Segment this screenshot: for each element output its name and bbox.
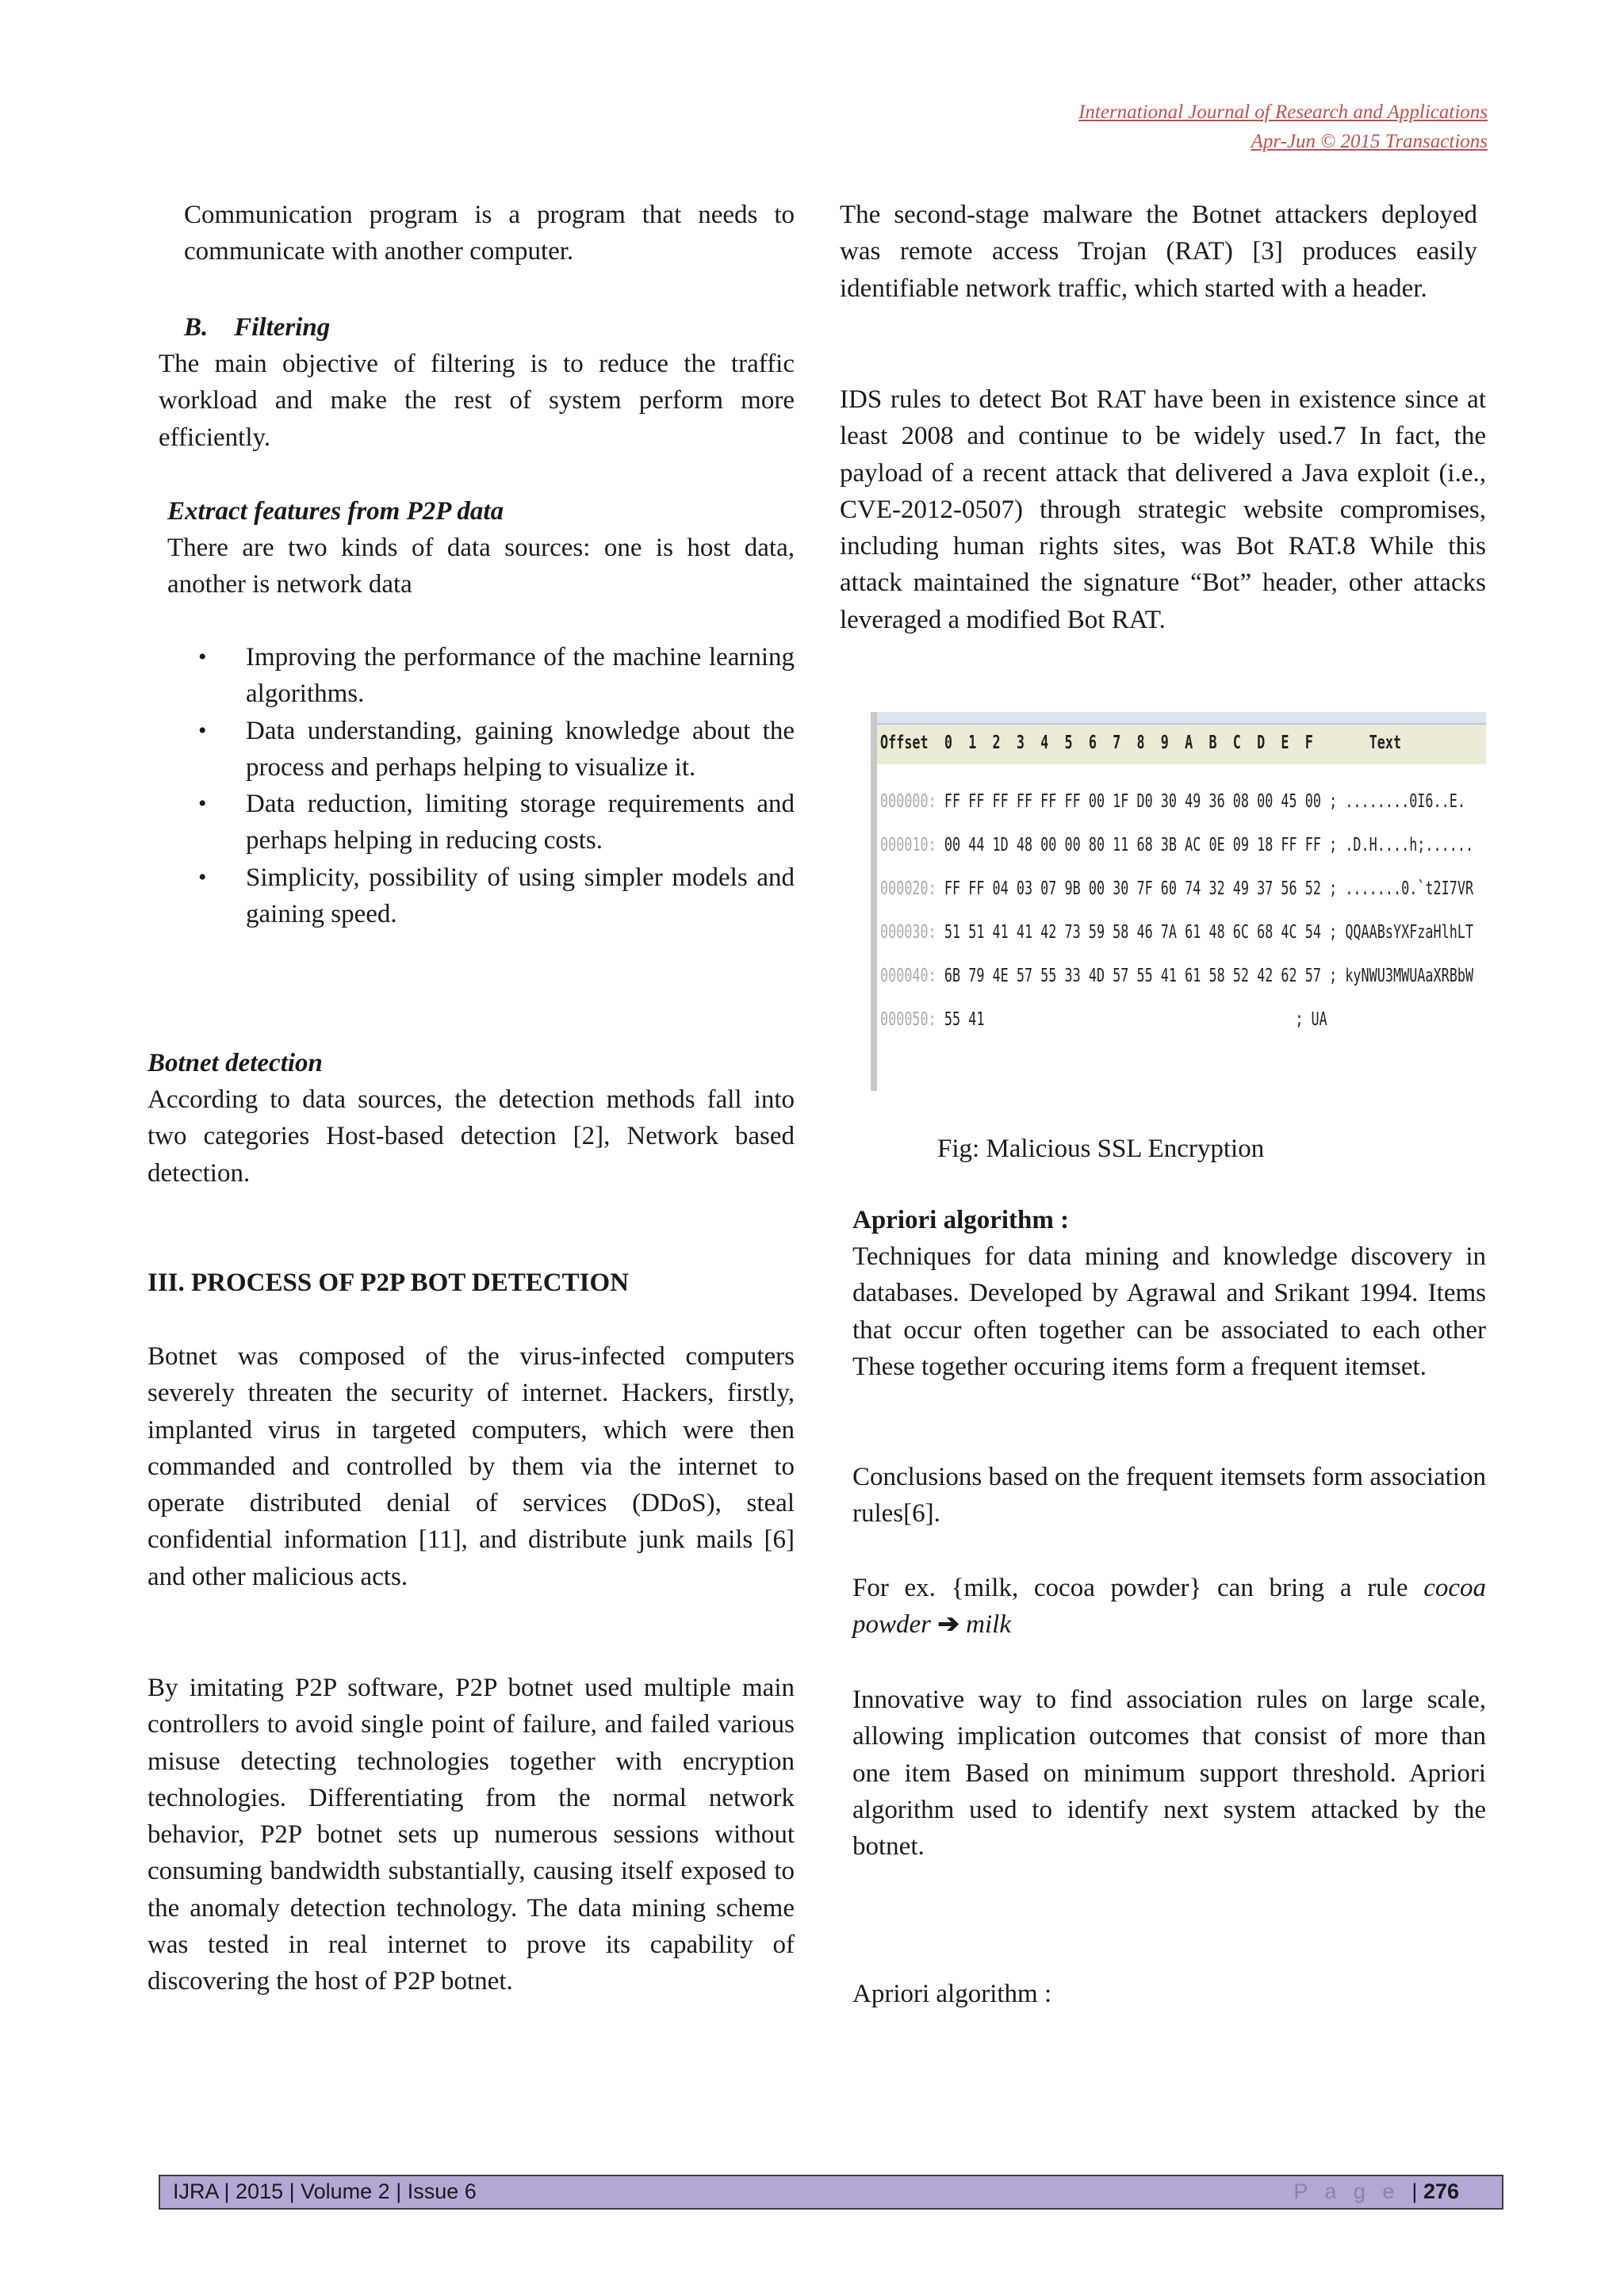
hexdump-text: ; ........0I6..E. <box>1329 791 1465 812</box>
intro-paragraph: Communication program is a program that needs to communicate with another computer. <box>184 201 795 266</box>
arrow-icon: ➔ <box>937 1610 959 1640</box>
example-rule-lhs: cocoa powder <box>852 1574 1486 1640</box>
botnet-detection-heading: Botnet detection <box>147 1049 323 1077</box>
hexdump-offset: 000030: <box>880 922 936 943</box>
hexdump-bytes: FF FF FF FF FF FF 00 1F D0 30 49 36 08 00 45 00 <box>944 791 1321 812</box>
apriori-trailing-label: Apriori algorithm : <box>852 1980 1052 2008</box>
hexdump-bytes: 55 41 <box>944 1009 985 1030</box>
hexdump-text: ; kyNWU3MWUAaXRBbW <box>1329 966 1474 986</box>
page-footer <box>159 2175 1503 2210</box>
hexdump-row <box>880 922 1473 943</box>
apriori-paragraph-2: Conclusions based on the frequent itemsets form association rules[6]. <box>852 1463 1486 1529</box>
footer-separator: | <box>1411 2179 1418 2203</box>
hexdump-figure <box>871 712 1486 1091</box>
section-3-heading: III. PROCESS OF P2P BOT DETECTION <box>147 1269 629 1297</box>
hexdump-bytes: 00 44 1D 48 00 00 80 11 68 3B AC 0E 09 18 FF FF <box>944 835 1321 855</box>
apriori-example <box>852 1570 1486 1644</box>
apriori-paragraph-3: Innovative way to find association rules on large scale, allowing implication outcomes that consist of more than one item Based on minimum support threshold. Apriori algorithm used to identify next system attacked by the botnet. <box>852 1686 1486 1862</box>
figure-caption: Fig: Malicious SSL Encryption <box>937 1135 1265 1163</box>
botnet-detection-paragraph: According to data sources, the detection methods fall into two categories Host-based detection [2], Network based detection. <box>147 1085 795 1188</box>
hexdump-text: ; UA <box>1295 1009 1327 1030</box>
ids-rules-paragraph: IDS rules to detect Bot RAT have been in existence since at least 2008 and continue to be widely used.7 In fact, the payload of a recent attack that delivered a Java exploit (i.e., CVE-2012-0507) through strategic website compromises, including human rights sites, was Bot RAT.8 While this attack maintained the signature “Bot” header, other attacks leveraged a modified Bot RAT. <box>840 385 1486 634</box>
hexdump-header: Offset 0 1 2 3 4 5 6 7 8 9 A B C D E F Text <box>880 733 1402 753</box>
apriori-paragraph-1: Techniques for data mining and knowledge discovery in databases. Developed by Agrawal and Srikant 1994. Items that occur often together can be associated to each other These together occuring items form a frequent itemset. <box>852 1242 1486 1381</box>
apriori-heading: Apriori algorithm : <box>852 1206 1070 1234</box>
hexdump-bytes: 51 51 41 41 42 73 59 58 46 7A 61 48 6C 68 4C 54 <box>944 922 1321 943</box>
hexdump-row <box>880 791 1465 812</box>
hexdump-bytes: FF FF 04 03 07 9B 00 30 7F 60 74 32 49 37 56 52 <box>944 878 1321 899</box>
footer-page <box>1293 2179 1459 2204</box>
hexdump-text: ; .......0.`t2I7VR <box>1329 878 1474 899</box>
list-item: • Data reduction, limiting storage requirements and perhaps helping in reducing costs. <box>198 786 795 859</box>
hexdump-row <box>880 1009 1327 1030</box>
section-3-paragraph-1: Botnet was composed of the virus-infected computers severely threaten the security of internet. Hackers, firstly, implanted virus in targeted computers, which were then commanded and controlled by them via the internet to operate distributed denial of services (DDoS), steal confidential information [11], and distribute junk mails [6] and other malicious acts. <box>147 1342 795 1591</box>
hexdump-title-bar <box>877 712 1486 725</box>
hexdump-text: ; .D.H....h;...... <box>1329 835 1474 855</box>
journal-title: International Journal of Research and Applications <box>1078 101 1488 123</box>
example-prefix: For ex. {milk, cocoa powder} can bring a rule <box>852 1574 1408 1602</box>
extract-features-heading: Extract features from P2P data <box>167 497 504 526</box>
hexdump-row <box>880 966 1473 986</box>
list-item: • Simplicity, possibility of using simpler models and gaining speed. <box>198 859 795 933</box>
filtering-paragraph: The main objective of filtering is to reduce the traffic workload and make the rest of system perform more efficiently. <box>159 350 795 452</box>
footer-citation: IJRA | 2015 | Volume 2 | Issue 6 <box>173 2179 477 2203</box>
filtering-heading: B. Filtering <box>184 313 331 342</box>
page-number: 276 <box>1423 2179 1459 2203</box>
benefits-list <box>198 639 795 932</box>
page-label: P a g e <box>1293 2179 1400 2203</box>
hexdump-text: ; QQAABsYXFzaHlhLT <box>1329 922 1474 943</box>
section-3-paragraph-2: By imitating P2P software, P2P botnet used multiple main controllers to avoid single point of failure, and failed various misuse detecting technologies together with encryption technologies. Differentiating from the normal network behavior, P2P botnet sets up numerous sessions without consuming bandwidth substantially, causing itself exposed to the anomaly detection technology. The data mining scheme was tested in real internet to prove its capability of discovering the host of P2P botnet. <box>147 1674 795 1996</box>
issue-line: Apr-Jun © 2015 Transactions <box>1251 131 1488 152</box>
hexdump-offset: 000010: <box>880 835 936 855</box>
rat-paragraph: The second-stage malware the Botnet attackers deployed was remote access Trojan (RAT) [3] produces easily identifiable network traffic, which started with a header. <box>840 201 1477 303</box>
hexdump-bytes: 6B 79 4E 57 55 33 4D 57 55 41 61 58 52 42 62 57 <box>944 966 1321 986</box>
list-item: • Improving the performance of the machine learning algorithms. <box>198 639 795 713</box>
hexdump-offset: 000020: <box>880 878 936 899</box>
hexdump-offset: 000050: <box>880 1009 936 1030</box>
hexdump-row <box>880 835 1473 855</box>
extract-features-paragraph: There are two kinds of data sources: one is host data, another is network data <box>167 534 795 599</box>
example-rule-rhs: milk <box>966 1610 1011 1640</box>
hexdump-offset: 000040: <box>880 966 936 986</box>
list-item: • Data understanding, gaining knowledge about the process and perhaps helping to visualize it. <box>198 713 795 786</box>
hexdump-offset: 000000: <box>880 791 936 812</box>
hexdump-row <box>880 878 1473 899</box>
